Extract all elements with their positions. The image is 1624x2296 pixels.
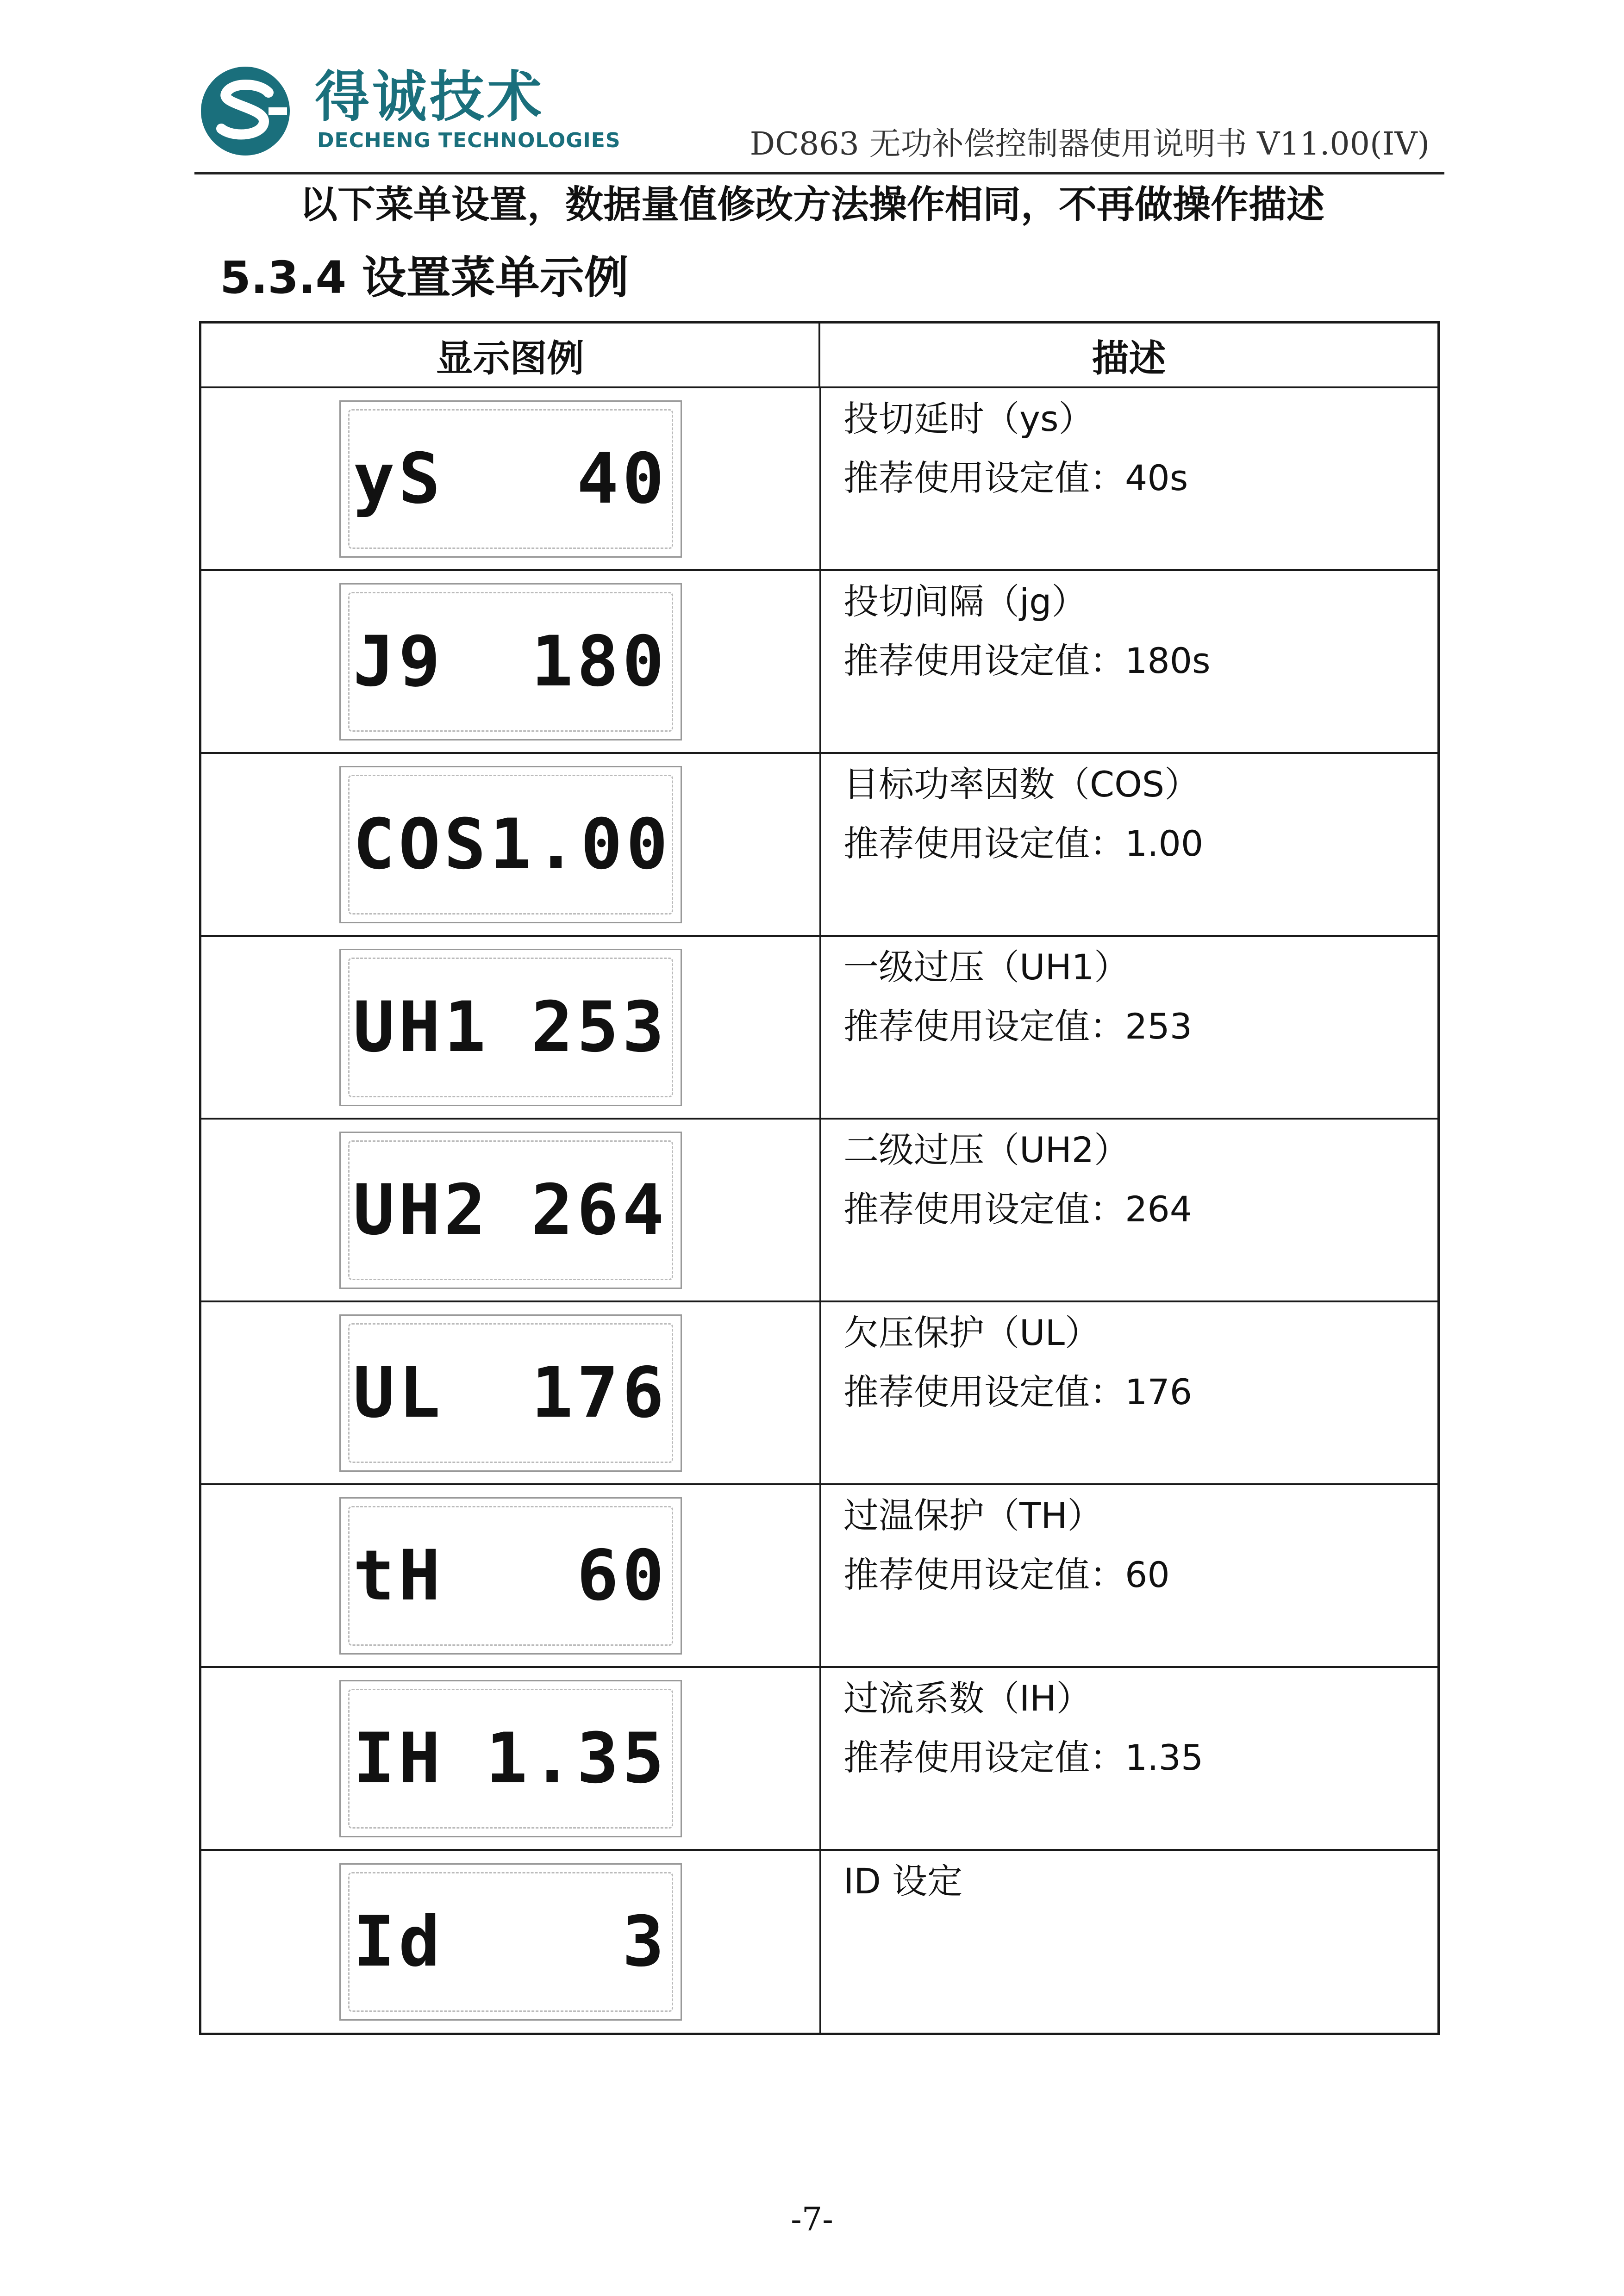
parameter-name: 过温保护（TH） [843,1495,1103,1536]
lcd-display [339,949,682,1106]
table-row [201,571,1437,754]
section-title: 5.3.4 设置菜单示例 [220,252,629,304]
description-cell [819,571,1437,752]
company-logo-icon [199,65,292,157]
lcd-readout [353,1535,668,1616]
lcd-display [339,583,682,740]
lcd-label: tH [353,1535,444,1616]
lcd-value: 60 [576,1535,668,1616]
intro-text: 以下菜单设置，数据量值修改方法操作相同，不再做操作描述 [299,183,1324,227]
lcd-readout [353,1718,668,1799]
parameter-name: ID 设定 [843,1860,963,1902]
table-body [201,388,1437,2033]
display-example-cell [201,937,819,1118]
lcd-display [339,400,682,558]
display-example-cell [201,1668,819,1849]
description-cell [819,1851,1437,2033]
lcd-value: 40 [576,438,668,519]
lcd-label: J9 [353,621,444,702]
parameter-name: 目标功率因数（COS） [843,764,1200,805]
lcd-readout [353,1901,668,1982]
lcd-value: 1.35 [486,1718,668,1799]
lcd-readout [353,621,668,702]
page-number: -7- [791,2200,833,2238]
description-cell [819,937,1437,1118]
description-cell [819,1302,1437,1483]
parameter-name: 投切间隔（jg） [843,581,1087,622]
lcd-display [339,766,682,923]
description-cell [819,1668,1437,1849]
description-cell [819,754,1437,935]
lcd-readout [353,804,672,885]
parameter-name: 过流系数（IH） [843,1678,1092,1719]
table-row [201,937,1437,1120]
lcd-value: 264 [531,1170,668,1251]
parameter-name: 欠压保护（UL） [843,1312,1100,1353]
display-example-cell [201,388,819,569]
table-row [201,388,1437,571]
recommended-value: 推荐使用设定值：176 [843,1371,1193,1412]
description-cell [819,388,1437,569]
display-example-cell [201,754,819,935]
description-cell [819,1485,1437,1666]
lcd-display [339,1314,682,1472]
lcd-value: 1.00 [489,804,672,885]
lcd-readout [353,438,668,519]
lcd-readout [353,1170,668,1251]
table-row [201,1668,1437,1851]
logo-cn-text: 得诚技术 [315,65,545,129]
display-example-cell [201,1302,819,1483]
parameter-name: 投切延时（ys） [843,398,1094,439]
settings-table [199,321,1440,2035]
lcd-label: UH1 [353,987,490,1068]
header-description: 描述 [818,324,1437,386]
display-example-cell [201,1851,819,2033]
lcd-display [339,1497,682,1655]
recommended-value: 推荐使用设定值：60 [843,1554,1170,1595]
lcd-value: 176 [531,1352,668,1433]
lcd-display [339,1680,682,1837]
table-row [201,1120,1437,1302]
recommended-value: 推荐使用设定值：253 [843,1006,1193,1047]
lcd-readout [353,1352,668,1433]
recommended-value: 推荐使用设定值：180s [843,640,1211,681]
recommended-value: 推荐使用设定值：264 [843,1188,1193,1230]
lcd-label: UH2 [353,1170,490,1251]
recommended-value: 推荐使用设定值：1.00 [843,823,1204,864]
logo-en-text: DECHENG TECHNOLOGIES [317,129,621,152]
parameter-name: 二级过压（UH2） [843,1129,1130,1170]
lcd-label: IH [353,1718,444,1799]
table-row [201,1302,1437,1485]
display-example-cell [201,1485,819,1666]
parameter-name: 一级过压（UH1） [843,946,1130,988]
lcd-label: COS [353,804,490,885]
recommended-value: 推荐使用设定值：40s [843,457,1188,498]
recommended-value: 推荐使用设定值：1.35 [843,1737,1204,1778]
lcd-readout [353,987,668,1068]
lcd-value: 180 [531,621,668,702]
document-title: DC863 无功补偿控制器使用说明书 V11.00(IV) [750,126,1430,162]
lcd-label: UL [353,1352,444,1433]
header-display-example: 显示图例 [436,336,584,380]
table-row [201,754,1437,937]
description-cell [819,1120,1437,1300]
lcd-label: yS [353,438,444,519]
lcd-value: 3 [622,1901,668,1982]
lcd-label: Id [353,1901,444,1982]
lcd-value: 253 [531,987,668,1068]
table-row [201,1851,1437,2033]
table-header [201,324,1437,388]
table-row [201,1485,1437,1668]
header-divider [194,172,1444,174]
lcd-display [339,1132,682,1289]
lcd-display [339,1863,682,2021]
display-example-cell [201,1120,819,1300]
display-example-cell [201,571,819,752]
